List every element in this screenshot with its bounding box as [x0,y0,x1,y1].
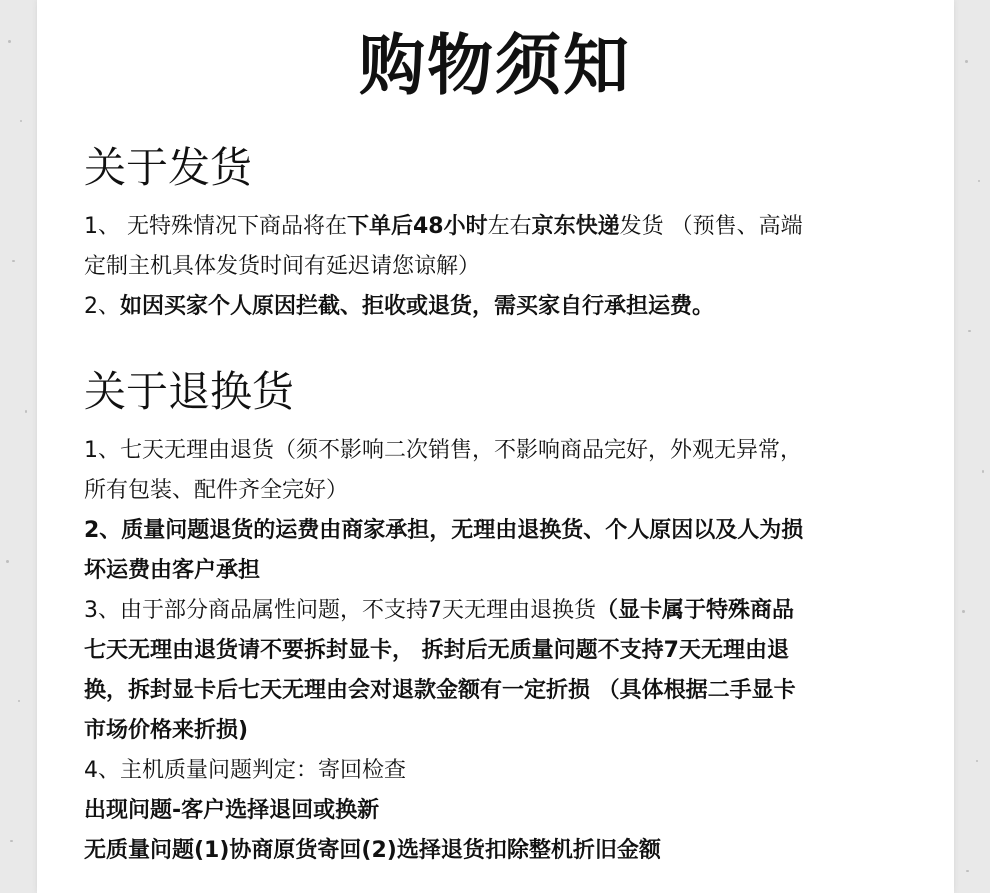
text-run-bold: 2、质量问题退货的运费由商家承担，无理由退换货、个人原因以及人为损 [84,518,804,543]
returns-line-4 [84,556,260,586]
returns-line-9 [84,756,406,786]
text-run: 1、七天无理由退货（须不影响二次销售，不影响商品完好，外观无异常， [84,438,802,463]
text-run-bold: 七天无理由退货请不要拆封显卡， 拆封后无质量问题不支持7天无理由退 [84,638,789,663]
border-speck [976,760,978,762]
returns-line-3 [84,516,803,546]
border-speck [968,330,971,332]
border-speck [20,120,22,122]
returns-heading: 关于退换货 [84,367,295,416]
border-speck [982,470,984,473]
text-run: 发货 （预售、高端 [619,214,803,239]
border-speck [18,700,20,702]
border-speck [10,840,13,842]
text-run-bold: （显卡属于特殊商品 [596,598,795,623]
returns-line-8 [84,716,248,746]
text-run-bold: 京东快递 [531,214,620,239]
text-run: 3、由于部分商品属性问题，不支持7天无理由退换货 [84,598,596,623]
border-speck [966,870,969,872]
returns-line-6 [84,636,789,666]
border-speck [25,410,27,413]
text-run: 定制主机具体发货时间有延迟请您谅解） [84,254,481,279]
text-run-bold: 下单后48小时 [347,214,488,239]
text-run-bold: 出现问题-客户选择退回或换新 [84,798,380,823]
returns-line-10 [84,796,379,826]
text-run: 2、 [84,294,120,319]
text-run-bold: 无质量问题(1)协商原货寄回(2)选择退货扣除整机折旧金额 [84,838,661,863]
text-run: 4、主机质量问题判定：寄回检查 [84,758,406,783]
text-run: 1、 无特殊情况下商品将在 [84,214,347,239]
text-run-bold: 市场价格来折损) [84,718,249,743]
returns-line-11 [84,836,661,866]
returns-line-7 [84,676,796,706]
shipping-line-3 [84,292,714,322]
returns-line-2 [84,476,348,506]
border-speck [12,260,15,262]
text-run-bold: 换，拆封显卡后七天无理由会对退款金额有一定折损 （具体根据二手显卡 [84,678,796,703]
border-speck [978,180,980,182]
returns-line-1 [84,436,802,466]
text-run-bold: 坏运费由客户承担 [84,558,261,583]
returns-line-5 [84,596,794,626]
border-speck [962,610,965,613]
page-title: 购物须知 [359,27,631,104]
shipping-line-1 [84,212,803,242]
shipping-heading: 关于发货 [84,143,253,192]
text-run: 所有包装、配件齐全完好） [84,478,349,503]
shipping-line-2 [84,252,480,282]
border-speck [6,560,9,563]
text-run: 左右 [487,214,532,239]
text-run-bold: 如因买家个人原因拦截、拒收或退货，需买家自行承担运费。 [120,294,715,319]
